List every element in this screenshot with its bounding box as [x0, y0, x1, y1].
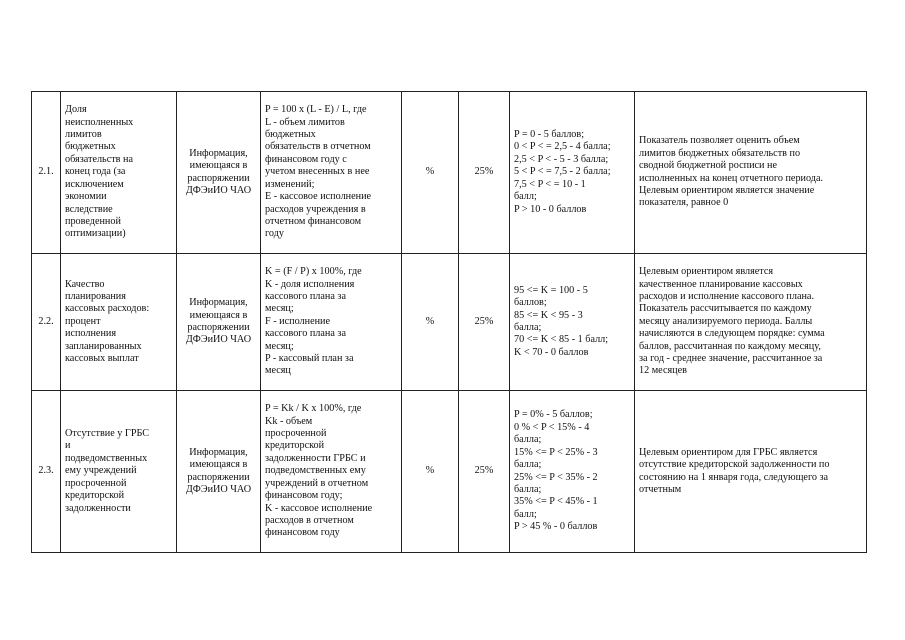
text-line: кассового плана за — [265, 290, 346, 302]
text-line: 0 < P < = 2,5 - 4 балла; — [514, 141, 611, 153]
text-line: F - исполнение — [265, 315, 331, 327]
data-source — [177, 92, 261, 254]
text-line: 85 <= K < 95 - 3 — [514, 309, 583, 321]
text-line: учетом внесенных в нее — [265, 166, 370, 178]
text-line: 12 месяцев — [639, 365, 687, 377]
text-line: баллов, рассчитанная по каждому месяцу, — [639, 340, 821, 352]
text-line: расходов учреждения в — [265, 203, 366, 215]
row-number: 2.3. — [32, 391, 61, 553]
text-line: подведомственных — [65, 452, 148, 464]
indicator-name — [61, 254, 177, 391]
text-line: расходов и исполнение кассового плана. — [639, 290, 814, 302]
text-line: Информация, — [189, 297, 248, 309]
text-line: финансовом году; — [265, 490, 343, 502]
text-line: начисляются в следующем порядке: сумма — [639, 328, 825, 340]
calculation-formula — [261, 391, 402, 553]
text-line: лимитов бюджетных обязательств по — [639, 147, 801, 159]
text-line: P > 10 - 0 баллов — [514, 203, 587, 215]
text-line: конец года (за — [65, 166, 126, 178]
text-line: балла; — [514, 322, 542, 333]
data-source — [177, 391, 261, 553]
text-line: обязательств на — [65, 153, 133, 165]
text-line: Показатель позволяет оценить объем — [639, 135, 800, 147]
text-line: 95 <= K = 100 - 5 — [514, 284, 588, 296]
indicator-weight: 25% — [459, 391, 510, 553]
text-line: имеющаяся в — [189, 160, 248, 172]
text-line: K - доля исполнения — [265, 278, 355, 290]
text-line: кассовых расходов: — [65, 303, 150, 315]
score-scale — [510, 92, 635, 254]
indicator-comment — [635, 254, 867, 391]
text-line: кассового плана за — [265, 328, 346, 340]
table-row — [32, 92, 867, 254]
text-line: и — [65, 440, 71, 452]
text-line: имеющаяся в — [189, 459, 248, 471]
text-line: расходов в отчетном — [265, 514, 354, 526]
text-line: E - кассовое исполнение — [265, 191, 372, 203]
text-line: учреждений в отчетном — [265, 477, 369, 489]
text-line: P > 45 % - 0 баллов — [514, 521, 598, 533]
text-line: экономии — [65, 191, 107, 203]
text-line: ДФЭиИО ЧАО — [185, 334, 252, 346]
text-line: отчетном финансовом — [265, 215, 362, 227]
text-line: задолженности ГРБС и — [265, 452, 366, 464]
text-line: просроченной — [265, 428, 327, 440]
text-line: P = 0% - 5 баллов; — [514, 409, 593, 421]
text-line: 35% <= P < 45% - 1 — [514, 496, 598, 508]
text-line: баллов; — [514, 297, 547, 309]
indicator-name — [61, 92, 177, 254]
text-line: Отсутствие у ГРБС — [65, 428, 150, 440]
table-row — [32, 391, 867, 553]
text-line: просроченной — [65, 477, 127, 489]
text-line: ему учреждений — [65, 465, 137, 477]
text-line: балла; — [514, 434, 542, 446]
table-row — [32, 254, 867, 391]
text-line: Целевым ориентиром является — [639, 266, 774, 278]
text-line: ДФЭиИО ЧАО — [185, 483, 252, 495]
text-line: месяц; — [265, 340, 294, 352]
unit-of-measure: % — [402, 254, 459, 391]
calculation-formula — [261, 92, 402, 254]
text-line: сводной бюджетной росписи не — [639, 160, 778, 172]
text-line: месяц — [265, 365, 291, 377]
text-line: неисполненных — [65, 116, 134, 128]
text-line: балла; — [514, 483, 542, 495]
text-line: балла; — [514, 459, 542, 471]
text-line: состоянию на 1 января года, следующего за — [639, 471, 829, 483]
text-line: изменений; — [265, 178, 315, 190]
text-line: ДФЭиИО ЧАО — [185, 184, 252, 196]
text-line: распоряжении — [187, 172, 250, 184]
score-scale — [510, 391, 635, 553]
text-line: Доля — [65, 104, 87, 116]
text-line: балл; — [514, 508, 537, 520]
text-line: Kk - объем — [265, 415, 313, 427]
text-line: исключением — [65, 178, 124, 190]
text-line: финансовом году — [265, 527, 340, 539]
score-scale — [510, 254, 635, 391]
unit-of-measure: % — [402, 92, 459, 254]
indicator-weight: 25% — [459, 254, 510, 391]
text-line: отчетным — [639, 483, 682, 495]
text-line: Качество — [65, 278, 105, 290]
text-line: кредиторской — [65, 490, 125, 502]
text-line: 15% <= P < 25% - 3 — [514, 446, 598, 458]
text-line: 7,5 < P < = 10 - 1 — [514, 178, 586, 190]
text-line: за год - среднее значение, рассчитанное за — [639, 353, 823, 365]
text-line: Целевым ориентиром является значение — [639, 184, 815, 196]
text-line: K - кассовое исполнение — [265, 502, 373, 514]
text-line: задолженности — [65, 502, 131, 514]
text-line: месяцу анализируемого периода. Баллы — [639, 315, 813, 327]
text-line: оптимизации) — [65, 228, 126, 240]
text-line: балл; — [514, 191, 537, 203]
text-line: 70 <= K < 85 - 1 балл; — [514, 334, 609, 346]
text-line: году — [265, 228, 285, 240]
text-line: вследствие — [65, 203, 113, 215]
text-line: отсутствие кредиторской задолженности по — [639, 459, 830, 471]
text-line: лимитов — [65, 129, 102, 141]
row-number: 2.1. — [32, 92, 61, 254]
indicator-comment — [635, 92, 867, 254]
text-line: кассовых выплат — [65, 353, 139, 365]
text-line: распоряжении — [187, 471, 250, 483]
text-line: проведенной — [65, 215, 121, 227]
text-line: K < 70 - 0 баллов — [514, 346, 589, 358]
text-line: показателя, равное 0 — [639, 197, 729, 209]
text-line: 5 < P < = 7,5 - 2 балла; — [514, 166, 611, 178]
text-line: Информация, — [189, 147, 248, 159]
text-line: обязательств в отчетном — [265, 141, 371, 153]
text-line: подведомственных ему — [265, 465, 366, 477]
text-line: Показатель рассчитывается по каждому — [639, 303, 812, 315]
text-line: 2,5 < P < - 5 - 3 балла; — [514, 153, 609, 165]
text-line: имеющаяся в — [189, 309, 248, 321]
text-line: финансовом году с — [265, 153, 347, 165]
unit-of-measure: % — [402, 391, 459, 553]
text-line: 0 % < P < 15% - 4 — [514, 421, 590, 433]
text-line: P = Kk / K x 100%, где — [265, 403, 362, 415]
indicator-comment — [635, 391, 867, 553]
text-line: P = 100 x (L - E) / L, где — [265, 104, 367, 116]
text-line: запланированных — [65, 340, 142, 352]
text-line: бюджетных — [65, 141, 116, 153]
text-line: качественное планирование кассовых — [639, 278, 803, 290]
calculation-formula — [261, 254, 402, 391]
text-line: P - кассовый план за — [265, 353, 354, 365]
text-line: L - объем лимитов — [265, 116, 345, 128]
text-line: K = (F / P) x 100%, где — [265, 266, 362, 278]
row-number: 2.2. — [32, 254, 61, 391]
text-line: Целевым ориентиром для ГРБС является — [639, 446, 818, 458]
data-source — [177, 254, 261, 391]
indicator-weight: 25% — [459, 92, 510, 254]
text-line: Информация, — [189, 446, 248, 458]
text-line: месяц; — [265, 303, 294, 315]
indicator-name — [61, 391, 177, 553]
text-line: процент — [65, 315, 101, 327]
indicators-table — [31, 91, 867, 553]
text-line: исполненных на конец отчетного периода. — [639, 172, 824, 184]
text-line: планирования — [65, 290, 126, 302]
text-line: исполнения — [65, 328, 117, 340]
text-line: 25% <= P < 35% - 2 — [514, 471, 598, 483]
text-line: распоряжении — [187, 322, 250, 333]
text-line: P = 0 - 5 баллов; — [514, 129, 585, 141]
text-line: бюджетных — [265, 129, 316, 141]
text-line: кредиторской — [265, 440, 325, 452]
